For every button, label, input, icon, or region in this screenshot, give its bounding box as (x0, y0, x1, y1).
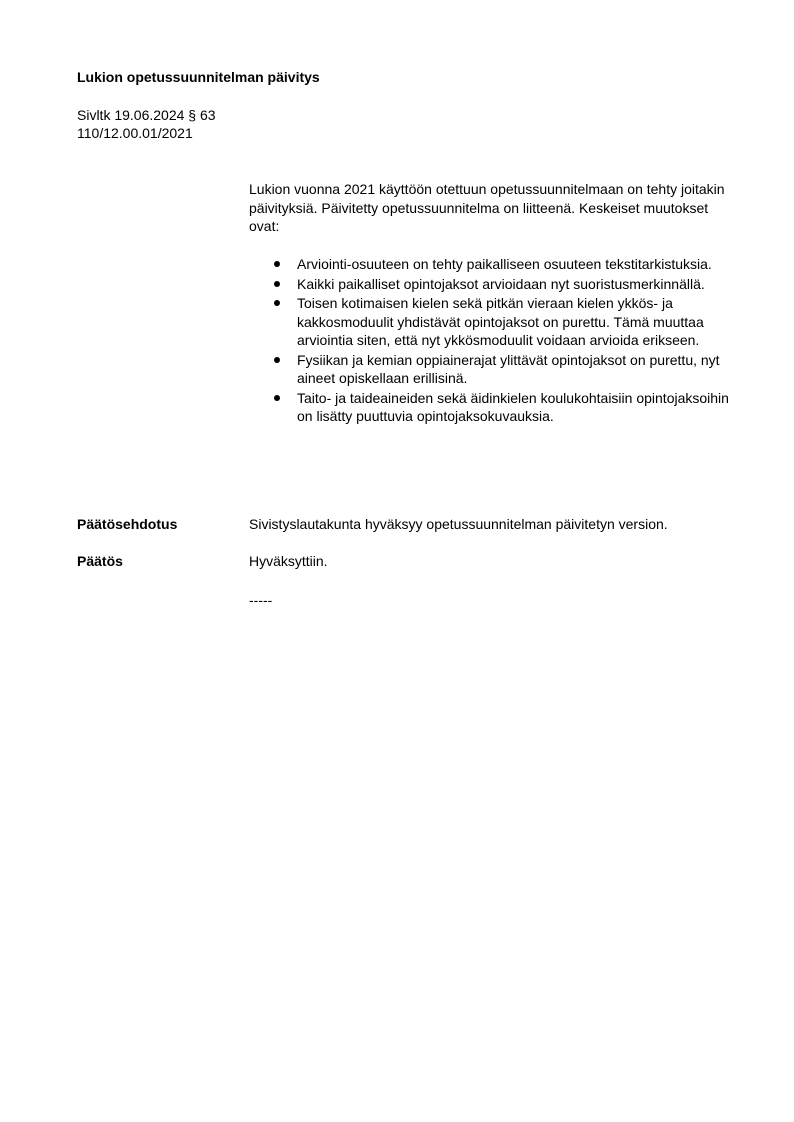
list-item (273, 351, 743, 388)
bullet-icon (274, 281, 280, 287)
list-item (273, 389, 743, 426)
decision-text: Hyväksyttiin. (249, 553, 328, 569)
bullet-icon (274, 357, 280, 363)
changes-list (273, 255, 743, 426)
proposal-text: Sivistyslautakunta hyväksyy opetussuunnitelman päivitetyn version. (249, 516, 668, 532)
bullet-icon (274, 300, 280, 306)
list-item-text: Toisen kotimaisen kielen sekä pitkän vieraan kielen ykkös- ja kakkosmoduulit yhdistävät opintojaksot on purettu. Tämä muuttaa arviointia siten, että nyt ykkösmoduulit voidaan arvioida erikseen. (297, 295, 704, 348)
list-item (273, 255, 743, 274)
list-item-text: Arviointi-osuuteen on tehty paikalliseen osuuteen tekstitarkistuksia. (297, 256, 712, 272)
decision-label: Päätös (77, 553, 123, 569)
list-item-text: Taito- ja taideaineiden sekä äidinkielen koulukohtaisiin opintojaksoihin on lisätty puuttuvia opintojaksokuvauksia. (297, 389, 729, 424)
page-title: Lukion opetussuunnitelman päivitys (77, 69, 320, 85)
bullet-icon (274, 395, 280, 401)
end-mark: ----- (249, 592, 273, 608)
meeting-reference: Sivltk 19.06.2024 § 63 (77, 107, 216, 123)
bullet-icon (274, 261, 280, 267)
record-number: 110/12.00.01/2021 (77, 125, 193, 141)
list-item-text: Kaikki paikalliset opintojaksot arvioidaan nyt suoristusmerkinnällä. (297, 275, 705, 292)
proposal-label: Päätösehdotus (77, 516, 178, 532)
list-item (273, 275, 743, 294)
list-item-text: Fysiikan ja kemian oppiainerajat ylittävät opintojaksot on purettu, nyt aineet opiskellaan erillisinä. (297, 351, 720, 386)
list-item (273, 294, 743, 350)
intro-paragraph: Lukion vuonna 2021 käyttöön otettuun opetussuunnitelmaan on tehty joitakin päivityksiä. Päivitetty opetussuunnitelma on liitteenä. Keskeiset muutokset ovat: (249, 181, 725, 234)
